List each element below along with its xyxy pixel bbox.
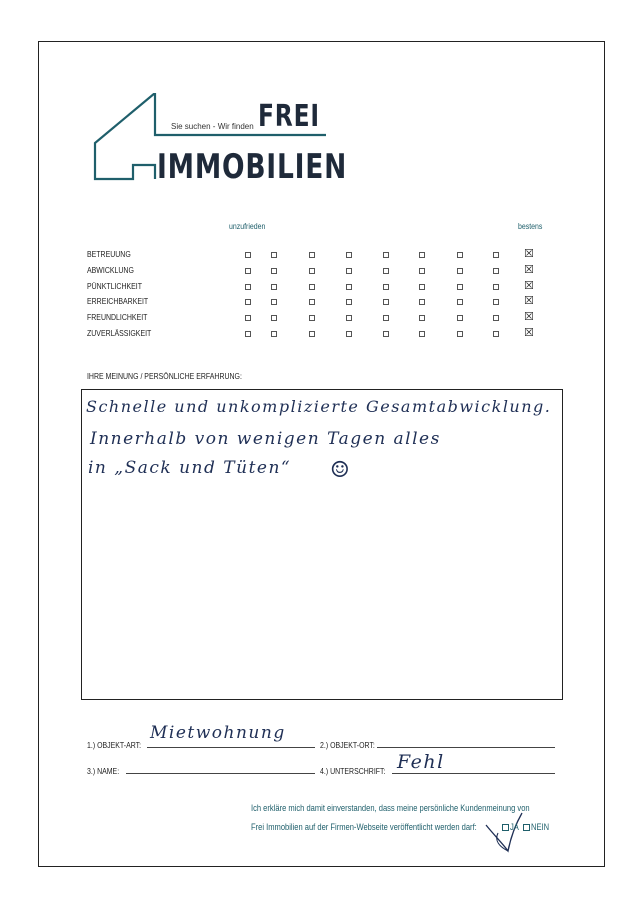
rating-checkbox[interactable] [245,268,251,274]
consent-ja-label: JA [510,822,519,832]
criterion-label: ERREICHBARKEIT [87,296,149,306]
rating-checkbox[interactable] [271,252,277,258]
consent-nein-label: NEIN [531,822,550,832]
rating-checkbox[interactable] [245,299,251,305]
rating-checkbox[interactable] [383,252,389,258]
rating-checkbox[interactable] [271,268,277,274]
rating-checkbox[interactable] [457,315,463,321]
rating-checkbox[interactable] [271,315,277,321]
rating-checkbox[interactable] [309,252,315,258]
rating-checkbox[interactable] [309,268,315,274]
rating-checkbox[interactable] [419,315,425,321]
criterion-label: PÜNKTLICHKEIT [87,281,143,291]
rating-mark-icon: ☒ [524,294,534,307]
logo-immobilien: IMMOBILIEN [157,147,348,187]
rating-checkbox[interactable] [271,284,277,290]
rating-checkbox[interactable] [309,284,315,290]
rating-checkbox[interactable] [383,331,389,337]
criterion-label: FREUNDLICHKEIT [87,312,148,322]
rating-checkbox[interactable] [493,284,499,290]
rating-checkbox[interactable] [419,252,425,258]
rating-checkbox[interactable] [383,268,389,274]
unterschrift-line[interactable] [392,773,555,774]
objekt-art-value: Mietwohnung [150,723,286,743]
rating-checkbox[interactable] [346,284,352,290]
rating-checkbox[interactable] [419,284,425,290]
label-bestens: bestens [518,221,543,231]
rating-checkbox[interactable] [493,331,499,337]
rating-checkbox[interactable] [309,315,315,321]
rating-checkbox[interactable] [457,268,463,274]
consent-text-1: Ich erkläre mich damit einverstanden, dass meine persönliche Kundenmeinung von [251,803,530,813]
name-line[interactable] [126,773,315,774]
rating-checkbox[interactable] [457,331,463,337]
rating-checkbox[interactable] [383,315,389,321]
ja-check-mark-icon [484,811,526,855]
opinion-line-1: Schnelle und unkomplizierte Gesamtabwicklung. [86,397,552,416]
label-unzufrieden: unzufrieden [229,221,266,231]
criterion-label: ZUVERLÄSSIGKEIT [87,328,152,338]
objekt-ort-line[interactable] [377,747,555,748]
rating-mark-icon: ☒ [524,247,534,260]
rating-checkbox[interactable] [245,284,251,290]
rating-checkbox[interactable] [271,299,277,305]
rating-checkbox[interactable] [245,252,251,258]
smiley-icon: ☺ [330,458,352,483]
consent-text-2: Frei Immobilien auf der Firmen-Webseite veröffentlicht werden darf: [251,822,477,832]
objekt-art-label: 1.) OBJEKT-ART: [87,740,142,750]
rating-checkbox[interactable] [493,299,499,305]
rating-checkbox[interactable] [383,299,389,305]
rating-checkbox[interactable] [493,315,499,321]
consent-nein-checkbox[interactable] [523,824,530,831]
rating-checkbox[interactable] [346,252,352,258]
rating-checkbox[interactable] [346,299,352,305]
objekt-ort-label: 2.) OBJEKT-ORT: [320,740,375,750]
criterion-label: BETREUUNG [87,249,131,259]
rating-checkbox[interactable] [346,315,352,321]
criterion-label: ABWICKLUNG [87,265,134,275]
rating-checkbox[interactable] [457,252,463,258]
rating-checkbox[interactable] [419,331,425,337]
rating-checkbox[interactable] [309,331,315,337]
opinion-line-3: in „Sack und Tüten“ [88,458,292,478]
rating-checkbox[interactable] [457,284,463,290]
rating-checkbox[interactable] [457,299,463,305]
rating-checkbox[interactable] [271,331,277,337]
objekt-art-line[interactable] [147,747,315,748]
opinion-line-2: Innerhalb von wenigen Tagen alles [90,429,441,449]
rating-checkbox[interactable] [346,331,352,337]
rating-mark-icon: ☒ [524,279,534,292]
rating-checkbox[interactable] [419,268,425,274]
rating-checkbox[interactable] [419,299,425,305]
logo-frei: FREI [258,99,320,134]
rating-checkbox[interactable] [309,299,315,305]
rating-checkbox[interactable] [245,315,251,321]
logo-tagline: Sie suchen - Wir finden [171,122,254,131]
rating-checkbox[interactable] [346,268,352,274]
rating-checkbox[interactable] [383,284,389,290]
signature: Fehl [397,751,445,773]
opinion-label: IHRE MEINUNG / PERSÖNLICHE ERFAHRUNG: [87,371,242,381]
rating-mark-icon: ☒ [524,310,534,323]
rating-checkbox[interactable] [493,252,499,258]
unterschrift-label: 4.) UNTERSCHRIFT: [320,766,386,776]
name-label: 3.) NAME: [87,766,120,776]
rating-checkbox[interactable] [245,331,251,337]
rating-mark-icon: ☒ [524,263,534,276]
rating-checkbox[interactable] [493,268,499,274]
rating-mark-icon: ☒ [524,326,534,339]
